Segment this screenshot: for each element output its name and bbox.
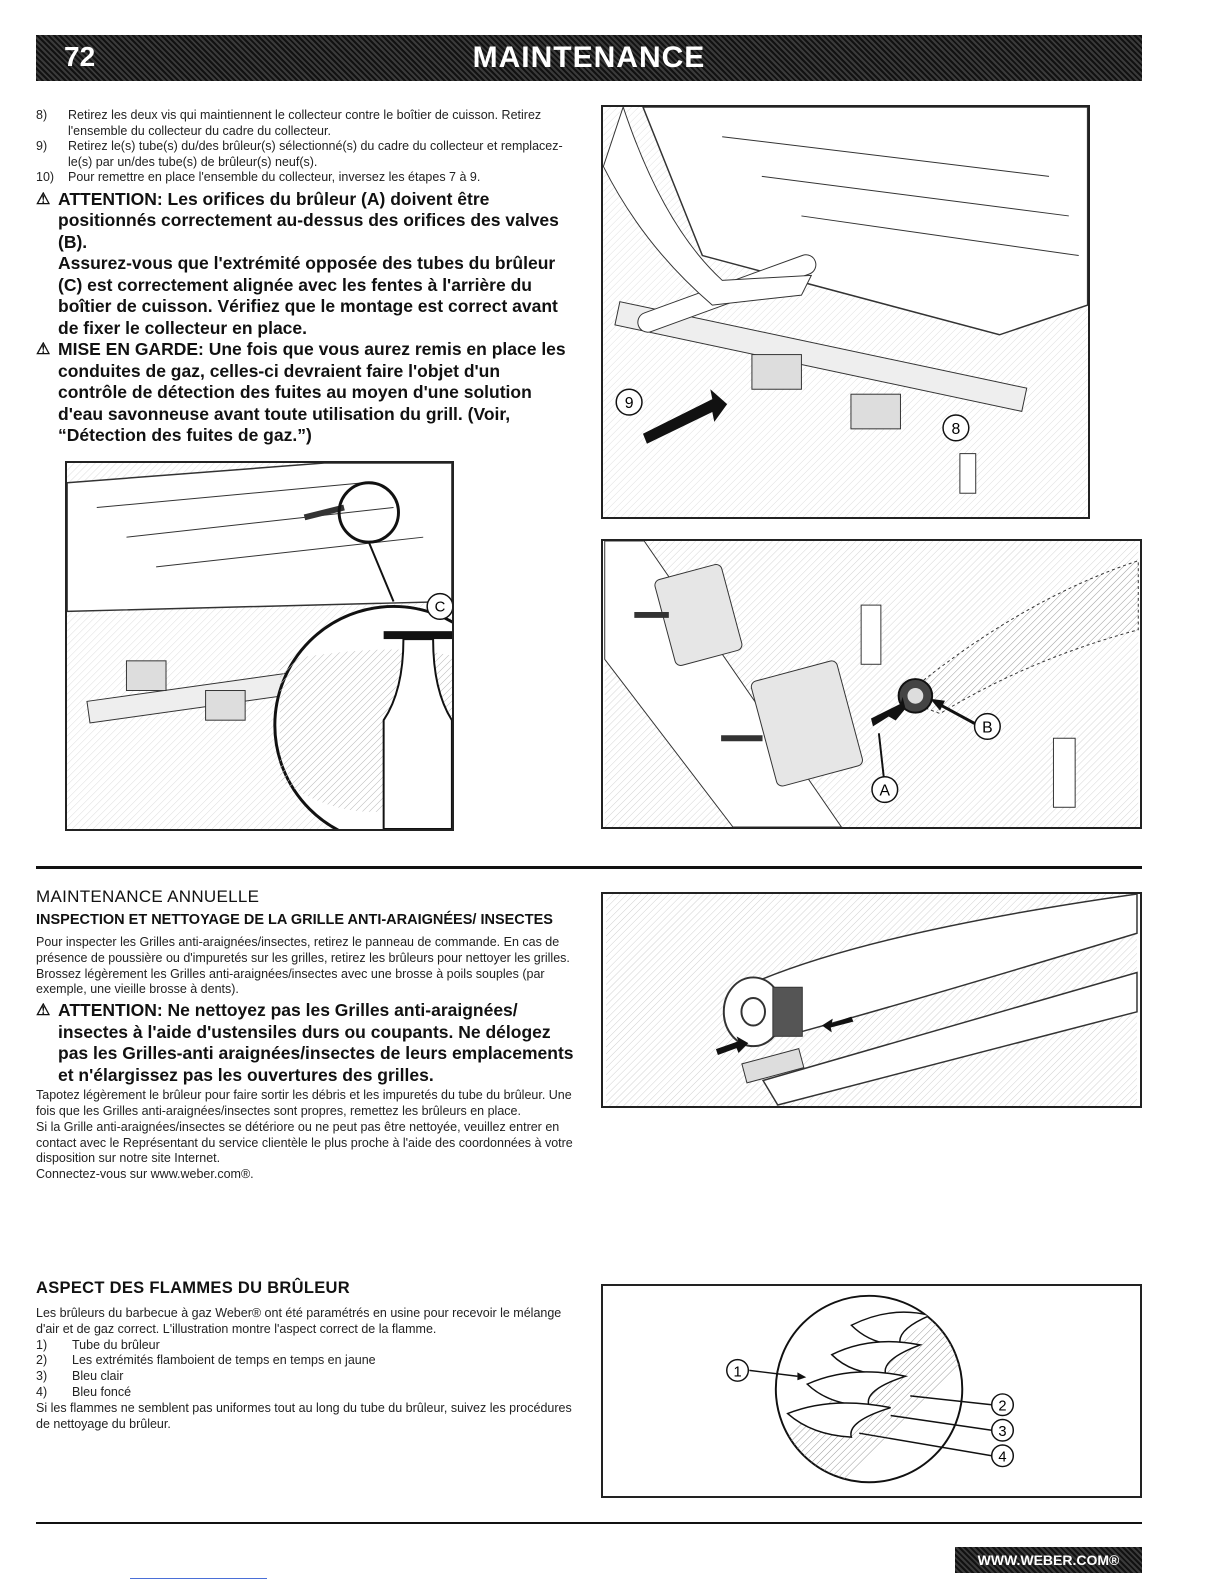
figure-valve-orifices <box>601 539 1142 829</box>
warning-burner-alignment: ⚠ ATTENTION: Les orifices du brûleur (A) doivent être positionnés correctement au-dessus des orifices des valves (B). Assurez-vous que l'extrémité opposée des tubes du brûleur (C) est correctement alignée avec les fentes à l'arrière du boîtier de cuisson. Vérifiez que le montage est correct avant de fixer le collecteur en place. <box>36 188 559 338</box>
figure-brush-burner <box>601 892 1142 1108</box>
footer-underline <box>130 1578 267 1579</box>
valve-orifice-illustration <box>603 541 1140 827</box>
callout-1: 1 <box>733 1364 742 1381</box>
step-item: 8) Retirez les deux vis qui maintiennent le collecteur contre le boîtier de cuisson. Retirez l'ensemble du collecteur du cadre du collecteur. <box>36 108 542 138</box>
flames-intro: Les brûleurs du barbecue à gaz Weber® ont été paramétrés en usine pour recevoir le mélange d'air et de gaz correct. L'illustration montre l'aspect correct de la flamme. <box>36 1306 562 1336</box>
figure-burner-flames <box>601 1284 1142 1498</box>
annual-paragraph: Connectez-vous sur www.weber.com®. <box>36 1167 254 1182</box>
footer-website: WWW.WEBER.COM® <box>955 1547 1142 1573</box>
warning-icon: ⚠ <box>36 341 51 358</box>
label-step8: 8 <box>951 420 961 438</box>
footer-divider <box>36 1522 1142 1524</box>
callout-2: 2 <box>998 1398 1007 1415</box>
label-b: B <box>982 719 993 737</box>
list-item: 1) Tube du brûleur <box>36 1337 160 1352</box>
step-item: 10) Pour remettre en place l'ensemble du collecteur, inversez les étapes 7 à 9. <box>36 170 481 184</box>
burner-flames-illustration <box>603 1286 1140 1496</box>
annual-subheading: INSPECTION ET NETTOYAGE DE LA GRILLE ANTI-ARAIGNÉES/ INSECTES <box>36 912 553 928</box>
annual-maintenance-section <box>36 887 576 1183</box>
page-number: 72 <box>64 41 96 72</box>
annual-heading: MAINTENANCE ANNUELLE <box>36 887 260 906</box>
step-item: 9) Retirez le(s) tube(s) du/des brûleur(s) sélectionné(s) du cadre du collecteur et remplacez-le(s) par un/des tube(s) de brûleur(s) neuf(s). <box>36 139 563 169</box>
remove-manifold-illustration <box>603 107 1088 517</box>
page-title: MAINTENANCE <box>472 41 706 74</box>
annual-paragraph: Si la Grille anti-araignées/insectes se détériore ou ne peut pas être nettoyée, veuillez entrer en contact avec le Représentant du service clientèle le plus proche à l'aide des coordonnées à votre disposition sur notre site Internet. <box>36 1119 573 1166</box>
section-divider <box>36 866 1142 869</box>
burner-slot-illustration <box>67 463 452 829</box>
annual-paragraph: Tapotez légèrement le brûleur pour faire sortir les débris et les impuretés du tube du brûleur. Une fois que les Grilles anti-araignées/insectes sont propres, remettez les brûleurs en place. <box>36 1088 572 1118</box>
flames-list <box>36 1338 576 1401</box>
flames-heading: ASPECT DES FLAMMES DU BRÛLEUR <box>36 1279 350 1297</box>
figure-burner-slot <box>65 461 454 831</box>
label-a: A <box>879 782 891 800</box>
warning-spider-guard: ⚠ ATTENTION: Ne nettoyez pas les Grilles anti-araignées/ insectes à l'aide d'ustensiles durs ou coupants. Ne délogez pas les Grilles-anti araignées/insectes de leurs emplacements et n'élargissez pas les ouvertures des grilles. <box>36 1000 574 1085</box>
annual-paragraph: Brossez légèrement les Grilles anti-araignées/insectes avec une brosse à poils souples (par exemple, une vieille brosse à dents). <box>36 966 545 997</box>
flames-section <box>36 1279 576 1432</box>
warning-gas-leak: ⚠ MISE EN GARDE: Une fois que vous aurez remis en place les conduites de gaz, celles-ci devraient faire l'objet d'un contrôle de détection des fuites au moyen d'une solution d'eau savonneuse avant toute utilisation du grill. (Voir, “Détection des fuites de gaz.”) <box>36 339 566 445</box>
warning-icon: ⚠ <box>36 190 51 208</box>
steps-block <box>36 108 566 447</box>
figure-remove-manifold <box>601 105 1090 519</box>
flames-outro: Si les flammes ne semblent pas uniformes tout au long du tube du brûleur, suivez les procédures de nettoyage du brûleur. <box>36 1400 572 1431</box>
warning-icon: ⚠ <box>36 1002 51 1020</box>
label-c: C <box>434 599 446 616</box>
page-header <box>36 35 1142 81</box>
list-item: 2) Les extrémités flamboient de temps en temps en jaune <box>36 1353 376 1368</box>
brush-burner-illustration <box>603 894 1140 1106</box>
list-item: 4) Bleu foncé <box>36 1384 132 1399</box>
callout-4: 4 <box>998 1449 1007 1466</box>
label-step9: 9 <box>624 395 634 413</box>
annual-paragraph: Pour inspecter les Grilles anti-araignées/insectes, retirez le panneau de commande. En cas de présence de poussière ou d'impuretés sur les grilles, retirez les brûleurs pour nettoyer les grilles. <box>36 935 570 965</box>
list-item: 3) Bleu clair <box>36 1369 124 1384</box>
callout-3: 3 <box>998 1424 1007 1441</box>
